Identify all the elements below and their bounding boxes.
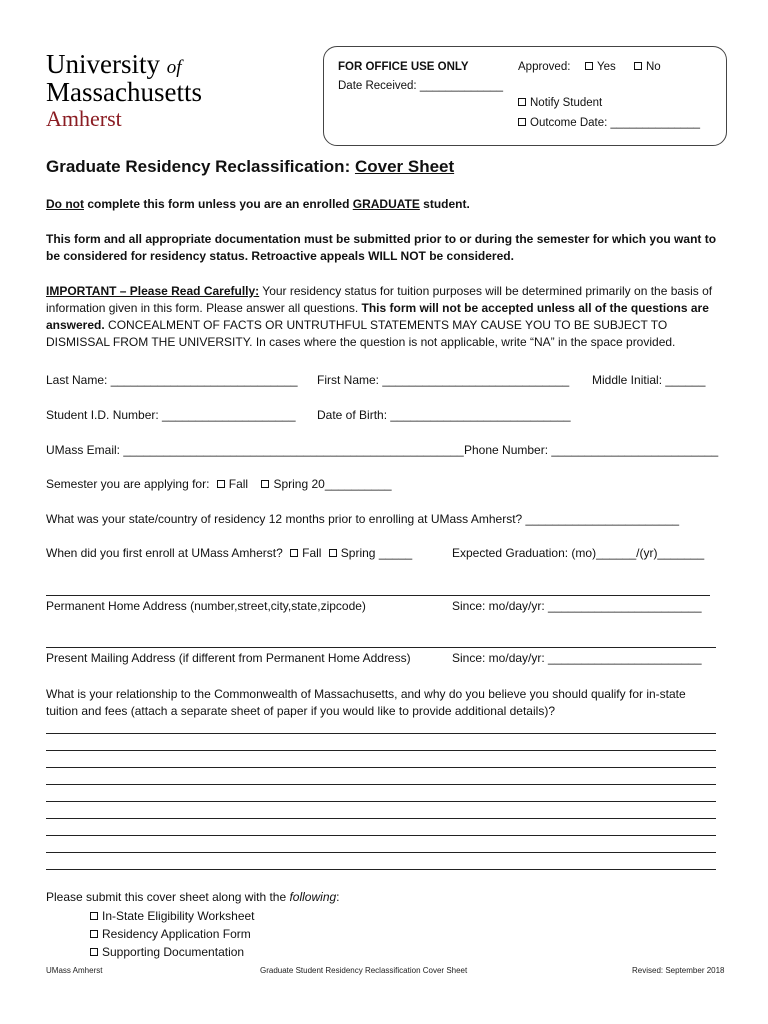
perm-address-label: Permanent Home Address (number,street,city,state,zipcode) bbox=[46, 599, 366, 613]
phone-field[interactable]: Phone Number: _________________________ bbox=[464, 443, 719, 457]
footer-right: Revised: September 2018 bbox=[632, 966, 725, 975]
since-field-1[interactable]: Since: mo/day/yr: _______________________ bbox=[452, 599, 702, 613]
relationship-question: What is your relationship to the Commonwealth of Massachusetts, and why do you believe you should qualify for in-state tuition and fees (attach a separate sheet of paper if you would like to provide additional details)? bbox=[46, 687, 686, 718]
checkbox-icon[interactable] bbox=[261, 480, 269, 488]
list-item[interactable]: Supporting Documentation bbox=[90, 945, 244, 959]
approved-label: Approved: bbox=[518, 61, 571, 73]
footer-center: Graduate Student Residency Reclassification Cover Sheet bbox=[260, 966, 468, 975]
checkbox-icon[interactable] bbox=[90, 912, 98, 920]
checkbox-icon[interactable] bbox=[329, 549, 337, 557]
answer-line[interactable] bbox=[46, 852, 716, 853]
fall-option[interactable]: Fall bbox=[228, 477, 249, 491]
footer-left: UMass Amherst bbox=[46, 966, 103, 975]
answer-line[interactable] bbox=[46, 733, 716, 734]
answer-line[interactable] bbox=[46, 750, 716, 751]
logo-university: University of bbox=[46, 49, 182, 79]
approved-no[interactable]: No bbox=[634, 61, 661, 73]
middle-initial-field[interactable]: Middle Initial: ______ bbox=[592, 373, 706, 387]
email-field[interactable]: UMass Email: ___________________________________________________ bbox=[46, 443, 464, 457]
present-address-line[interactable] bbox=[46, 647, 716, 648]
checkbox-icon[interactable] bbox=[90, 930, 98, 938]
approved-yes[interactable]: Yes bbox=[585, 61, 616, 73]
enroll-spring-option[interactable]: Spring _____ bbox=[340, 546, 413, 560]
answer-line[interactable] bbox=[46, 767, 716, 768]
logo-massachusetts: Massachusetts bbox=[46, 77, 202, 107]
student-id-field[interactable]: Student I.D. Number: ____________________ bbox=[46, 408, 296, 422]
since-field-2[interactable]: Since: mo/day/yr: _______________________ bbox=[452, 651, 702, 665]
list-item[interactable]: In-State Eligibility Worksheet bbox=[90, 909, 255, 923]
notify-student[interactable]: Notify Student bbox=[518, 97, 602, 109]
submit-list-intro: Please submit this cover sheet along with the following: bbox=[46, 890, 340, 904]
page-title: Graduate Residency Reclassification: Cover Sheet bbox=[46, 157, 455, 176]
logo-amherst: Amherst bbox=[46, 106, 122, 131]
present-address-label: Present Mailing Address (if different from Permanent Home Address) bbox=[46, 651, 411, 665]
answer-line[interactable] bbox=[46, 869, 716, 870]
checkbox-icon[interactable] bbox=[217, 480, 225, 488]
outcome-date[interactable]: Outcome Date: ______________ bbox=[518, 117, 700, 129]
checkbox-icon[interactable] bbox=[290, 549, 298, 557]
checkbox-icon[interactable] bbox=[518, 98, 526, 106]
checkbox-icon[interactable] bbox=[518, 118, 526, 126]
office-use-box bbox=[323, 46, 727, 146]
office-title: FOR OFFICE USE ONLY bbox=[338, 61, 469, 73]
expected-graduation-field[interactable]: Expected Graduation: (mo)______/(yr)_______ bbox=[452, 546, 705, 560]
first-enroll-row: When did you first enroll at UMass Amherst? Fall Spring _____ bbox=[46, 546, 413, 560]
last-name-field[interactable]: Last Name: ____________________________ bbox=[46, 373, 298, 387]
first-name-field[interactable]: First Name: ____________________________ bbox=[317, 373, 570, 387]
submit-note: This form and all appropriate documentation must be submitted prior to or during the semester for which you want to be considered for residency status. Retroactive appeals WILL NOT be considered. bbox=[46, 232, 717, 263]
spring-option[interactable]: Spring 20__________ bbox=[273, 477, 392, 491]
perm-address-line[interactable] bbox=[46, 595, 710, 596]
important-note: IMPORTANT – Please Read Carefully: Your residency status for tuition purposes will be determined primarily on the basis of information given in this form. Please answer all questions. This form will not be accepted unless all of the questions are answered. CONCEALMENT OF FACTS OR UNTRUTHFUL STATEMENTS MAY CAUSE YOU TO BE SUBJECT TO DISMISSAL FROM THE UNIVERSITY. In cases where the question is not applicable, write “NA” in the space provided. bbox=[46, 284, 713, 349]
enroll-fall-option[interactable]: Fall bbox=[302, 546, 322, 560]
answer-line[interactable] bbox=[46, 818, 716, 819]
answer-line[interactable] bbox=[46, 801, 716, 802]
intro-line: Do not complete this form unless you are an enrolled GRADUATE student. bbox=[46, 197, 470, 211]
date-received-field[interactable]: Date Received: _____________ bbox=[338, 80, 503, 92]
answer-line[interactable] bbox=[46, 835, 716, 836]
dob-field[interactable]: Date of Birth: ___________________________ bbox=[317, 408, 571, 422]
checkbox-icon[interactable] bbox=[90, 948, 98, 956]
checkbox-icon[interactable] bbox=[585, 62, 593, 70]
semester-row: Semester you are applying for: Fall Spring 20__________ bbox=[46, 477, 392, 491]
answer-line[interactable] bbox=[46, 784, 716, 785]
checkbox-icon[interactable] bbox=[634, 62, 642, 70]
residency-question[interactable]: What was your state/country of residency 12 months prior to enrolling at UMass Amherst? _______________________ bbox=[46, 512, 680, 526]
list-item[interactable]: Residency Application Form bbox=[90, 927, 251, 941]
